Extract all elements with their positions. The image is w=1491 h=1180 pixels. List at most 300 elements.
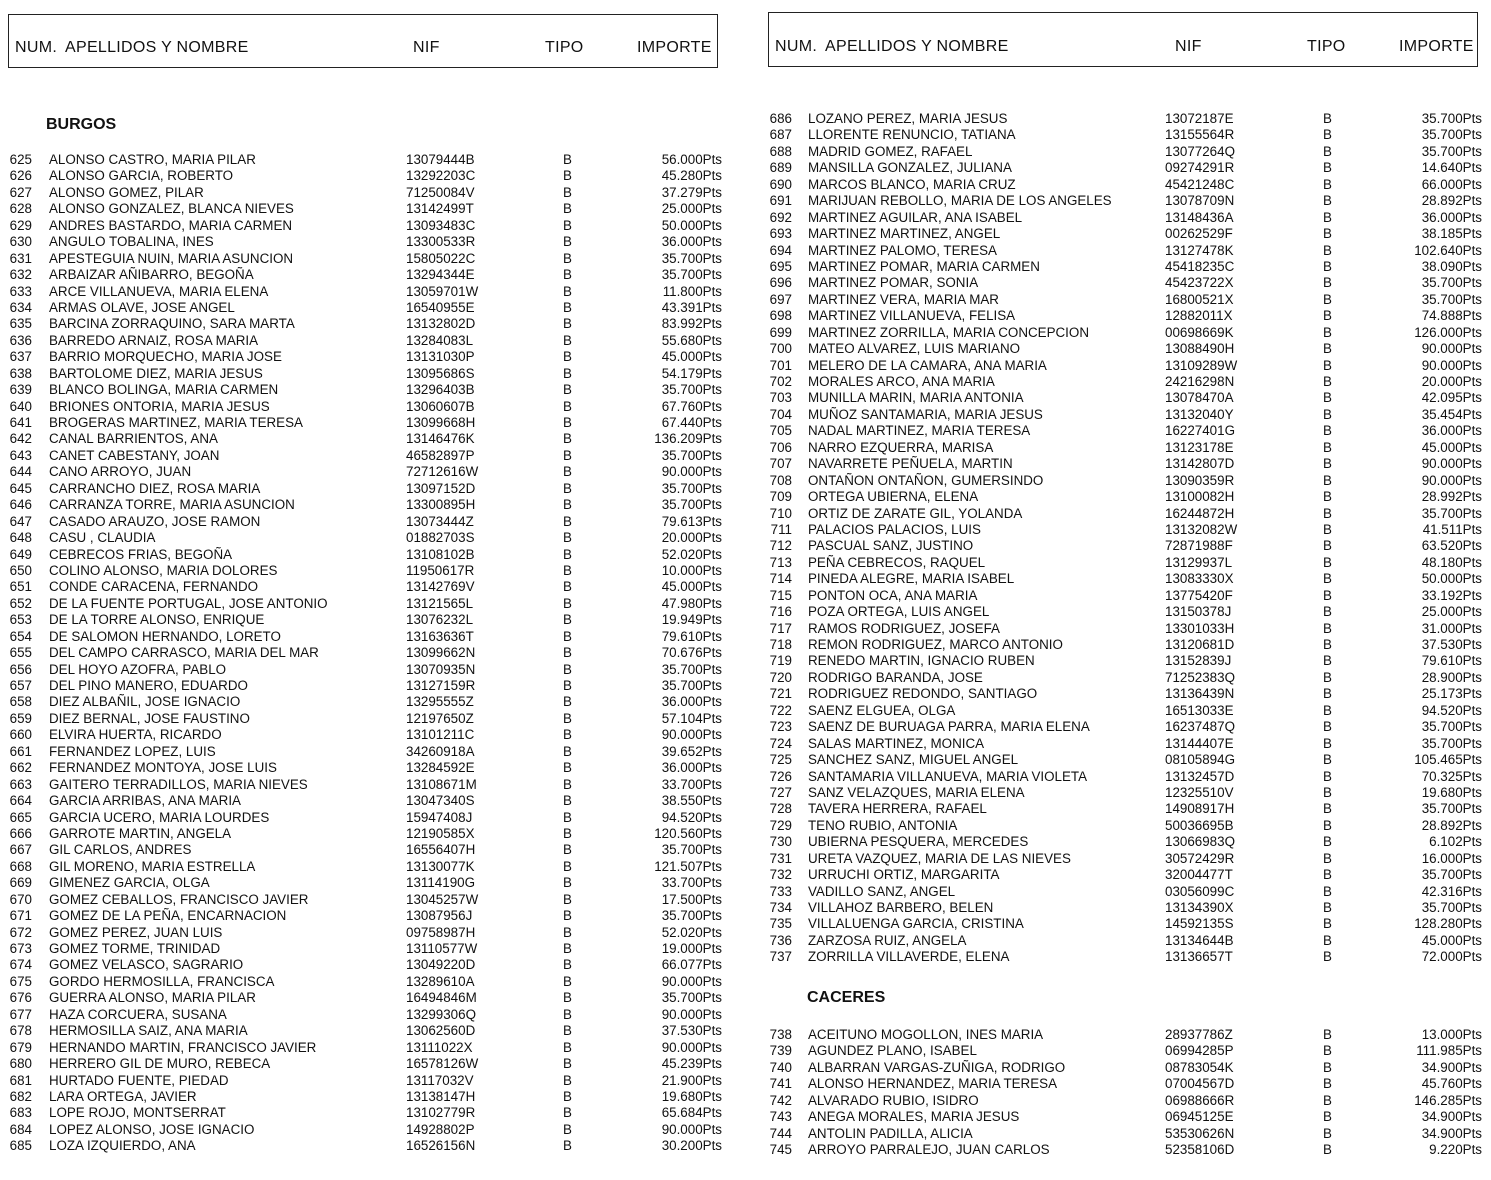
row-importe: 35.700Pts: [1421, 505, 1482, 521]
row-name: ARROYO PARRALEJO, JUAN CARLOS: [808, 1142, 1050, 1158]
row-num: 723: [769, 719, 792, 735]
row-importe: 37.530Pts: [1421, 637, 1482, 652]
row-nif: 13146476K: [406, 431, 475, 447]
row-importe: 90.000Pts: [1421, 357, 1482, 373]
row-nif: 13095686S: [406, 365, 475, 381]
row-tipo: B: [1323, 226, 1332, 242]
row-nif: 13060607B: [406, 398, 475, 414]
row-importe: 21.900Pts: [661, 1072, 722, 1088]
row-name: RAMOS RODRIGUEZ, JOSEFA: [808, 620, 1000, 636]
row-tipo: B: [1323, 390, 1332, 406]
row-nif: 13108671M: [406, 776, 477, 792]
row-importe: 126.000Pts: [1414, 324, 1482, 340]
row-nif: 06994285P: [1165, 1043, 1234, 1059]
row-tipo: B: [563, 661, 572, 677]
left-column-header: [8, 14, 718, 68]
row-nif: 13300895H: [406, 497, 476, 513]
row-nif: 13066983Q: [1165, 834, 1235, 850]
row-importe: 25.000Pts: [1421, 604, 1482, 620]
row-nif: 13120681D: [1165, 637, 1235, 652]
row-tipo: B: [1323, 949, 1332, 965]
row-name: GIL MORENO, MARIA ESTRELLA: [49, 858, 256, 874]
row-importe: 33.700Pts: [661, 875, 722, 891]
row-tipo: B: [563, 990, 572, 1006]
row-tipo: B: [563, 1105, 572, 1121]
row-nif: 45423722X: [1165, 275, 1234, 291]
row-nif: 13294344E: [406, 267, 475, 283]
row-num: 734: [769, 900, 792, 915]
row-tipo: B: [1323, 1125, 1332, 1141]
row-nif: 13144407E: [1165, 735, 1234, 751]
row-name: SANZ VELAZQUES, MARIA ELENA: [808, 784, 1025, 800]
row-importe: 48.180Pts: [1421, 554, 1482, 570]
row-tipo: B: [563, 332, 572, 348]
row-importe: 35.700Pts: [1421, 867, 1482, 883]
row-num: 676: [9, 990, 32, 1006]
row-nif: 13114190G: [406, 875, 475, 891]
row-importe: 35.700Pts: [1421, 801, 1482, 817]
row-tipo: B: [563, 480, 572, 496]
row-tipo: B: [1323, 111, 1332, 126]
row-name: COLINO ALONSO, MARIA DOLORES: [49, 562, 278, 578]
row-nif: 13110577W: [406, 941, 478, 956]
row-name: LOPEZ ALONSO, JOSE IGNACIO: [49, 1121, 255, 1137]
row-tipo: B: [1323, 817, 1332, 833]
row-name: ORTIZ DE ZARATE GIL, YOLANDA: [808, 505, 1023, 521]
row-num: 647: [9, 513, 32, 529]
row-tipo: B: [563, 562, 572, 578]
row-nif: 13132040Y: [1165, 406, 1234, 422]
row-name: RENEDO MARTIN, IGNACIO RUBEN: [808, 653, 1035, 669]
row-num: 679: [9, 1039, 32, 1055]
row-num: 682: [9, 1088, 32, 1104]
row-num: 668: [9, 858, 32, 874]
row-name: CEBRECOS FRIAS, BEGOÑA: [49, 546, 233, 562]
row-num: 714: [769, 571, 792, 587]
row-nif: 13300533R: [406, 234, 476, 250]
row-num: 634: [9, 299, 32, 315]
row-nif: 13132082W: [1165, 521, 1238, 537]
row-nif: 13101211C: [406, 727, 475, 743]
row-name: SANCHEZ SANZ, MIGUEL ANGEL: [808, 752, 1019, 768]
row-tipo: B: [1323, 669, 1332, 685]
row-tipo: B: [1323, 653, 1332, 669]
row-num: 701: [769, 357, 792, 373]
row-nif: 13109289W: [1165, 357, 1238, 373]
row-num: 638: [9, 365, 32, 381]
row-importe: 35.700Pts: [1421, 291, 1482, 307]
row-tipo: B: [1323, 1059, 1332, 1075]
row-nif: 08783054K: [1165, 1059, 1234, 1075]
row-tipo: B: [563, 349, 572, 365]
row-num: 717: [769, 620, 792, 636]
row-num: 654: [9, 628, 32, 644]
row-num: 712: [769, 538, 792, 554]
row-name: ACEITUNO MOGOLLON, INES MARIA: [808, 1027, 1044, 1042]
row-importe: 37.279Pts: [661, 184, 722, 200]
row-importe: 136.209Pts: [654, 431, 722, 447]
row-num: 665: [9, 809, 32, 825]
row-nif: 13129937L: [1165, 554, 1233, 570]
row-importe: 74.888Pts: [1421, 308, 1482, 324]
row-name: LARA ORTEGA, JAVIER: [49, 1088, 197, 1104]
row-importe: 65.684Pts: [661, 1105, 722, 1121]
row-name: NAVARRETE PEÑUELA, MARTIN: [808, 456, 1013, 472]
row-tipo: B: [1323, 308, 1332, 324]
row-tipo: B: [1323, 850, 1332, 866]
row-nif: 12197650Z: [406, 710, 474, 726]
row-importe: 35.700Pts: [661, 497, 722, 513]
row-tipo: B: [563, 267, 572, 283]
row-tipo: B: [563, 1039, 572, 1055]
row-name: VADILLO SANZ, ANGEL: [808, 883, 956, 899]
row-name: MARIJUAN REBOLLO, MARIA DE LOS ANGELES: [808, 193, 1112, 209]
row-importe: 36.000Pts: [661, 694, 722, 710]
row-num: 694: [769, 242, 792, 258]
row-importe: 52.020Pts: [661, 546, 722, 562]
row-name: ALONSO CASTRO, MARIA PILAR: [49, 152, 256, 167]
row-tipo: B: [563, 415, 572, 430]
row-nif: 13059701W: [406, 283, 479, 299]
row-num: 656: [9, 661, 32, 677]
row-nif: 13130077K: [406, 858, 475, 874]
row-tipo: B: [1323, 784, 1332, 800]
row-name: CARRANZA TORRE, MARIA ASUNCION: [49, 497, 295, 513]
row-nif: 13296403B: [406, 382, 475, 398]
row-name: MARTINEZ ZORRILLA, MARIA CONCEPCION: [808, 324, 1089, 340]
row-nif: 28937786Z: [1165, 1027, 1233, 1042]
row-name: DE LA TORRE ALONSO, ENRIQUE: [49, 612, 265, 628]
row-importe: 45.760Pts: [1421, 1076, 1482, 1092]
row-name: RODRIGUEZ REDONDO, SANTIAGO: [808, 686, 1038, 702]
row-num: 633: [9, 283, 32, 299]
row-num: 659: [9, 710, 32, 726]
row-num: 662: [9, 760, 32, 776]
row-importe: 36.000Pts: [661, 234, 722, 250]
row-tipo: B: [563, 201, 572, 217]
row-name: ALONSO HERNANDEZ, MARIA TERESA: [808, 1076, 1058, 1092]
row-nif: 11950617R: [406, 562, 475, 578]
row-tipo: B: [563, 628, 572, 644]
row-tipo: B: [1323, 439, 1332, 455]
row-nif: 13088490H: [1165, 341, 1235, 357]
row-nif: 13102779R: [406, 1105, 476, 1121]
row-name: ARCE VILLANUEVA, MARIA ELENA: [49, 283, 269, 299]
row-tipo: B: [1323, 324, 1332, 340]
row-name: ARMAS OLAVE, JOSE ANGEL: [49, 299, 235, 315]
row-num: 727: [769, 784, 792, 800]
row-importe: 30.200Pts: [661, 1138, 722, 1154]
row-nif: 13047340S: [406, 793, 475, 809]
row-importe: 19.949Pts: [661, 612, 722, 628]
row-name: LLORENTE RENUNCIO, TATIANA: [808, 127, 1016, 143]
row-tipo: B: [1323, 834, 1332, 850]
row-name: HERNANDO MARTIN, FRANCISCO JAVIER: [49, 1039, 317, 1055]
row-num: 713: [769, 554, 792, 570]
row-nif: 16800521X: [1165, 291, 1234, 307]
row-name: GOMEZ DE LA PEÑA, ENCARNACION: [49, 908, 287, 924]
row-num: 655: [9, 645, 32, 661]
row-importe: 35.700Pts: [1421, 735, 1482, 751]
row-tipo: B: [563, 431, 572, 447]
row-num: 657: [9, 678, 32, 693]
row-name: BARTOLOME DIEZ, MARIA JESUS: [49, 365, 263, 381]
row-importe: 38.185Pts: [1421, 226, 1482, 242]
row-tipo: B: [1323, 176, 1332, 192]
row-importe: 35.700Pts: [1421, 111, 1482, 126]
row-name: MELERO DE LA CAMARA, ANA MARIA: [808, 357, 1047, 373]
row-tipo: B: [1323, 341, 1332, 357]
row-nif: 52358106D: [1165, 1142, 1235, 1158]
row-name: SALAS MARTINEZ, MONICA: [808, 735, 985, 751]
row-name: MARTINEZ POMAR, SONIA: [808, 275, 979, 291]
row-name: MORALES ARCO, ANA MARIA: [808, 374, 995, 389]
row-name: CONDE CARACENA, FERNANDO: [49, 579, 259, 595]
row-tipo: B: [1323, 521, 1332, 537]
row-num: 739: [769, 1043, 792, 1059]
row-name: MATEO ALVAREZ, LUIS MARIANO: [808, 341, 1021, 357]
row-num: 729: [769, 817, 792, 833]
row-tipo: B: [1323, 1142, 1332, 1158]
header-tipo: TIPO: [1307, 38, 1346, 55]
row-name: ELVIRA HUERTA, RICARDO: [49, 727, 222, 743]
row-importe: 90.000Pts: [1421, 456, 1482, 472]
row-num: 652: [9, 595, 32, 611]
row-nif: 13284592E: [406, 760, 475, 776]
row-tipo: B: [563, 316, 572, 332]
row-num: 675: [9, 973, 32, 989]
row-nif: 14908917H: [1165, 801, 1235, 817]
row-num: 625: [9, 152, 32, 167]
row-importe: 79.610Pts: [1421, 653, 1482, 669]
row-name: MARCOS BLANCO, MARIA CRUZ: [808, 176, 1016, 192]
header-tipo: TIPO: [545, 39, 584, 56]
row-importe: 66.077Pts: [661, 957, 722, 973]
row-tipo: B: [1323, 1076, 1332, 1092]
row-nif: 13111022X: [406, 1039, 473, 1055]
row-name: VILLALUENGA GARCIA, CRISTINA: [808, 916, 1024, 932]
row-nif: 13117032V: [406, 1072, 474, 1088]
row-num: 737: [769, 949, 792, 965]
row-tipo: B: [563, 645, 572, 661]
row-nif: 13289610A: [406, 973, 475, 989]
row-nif: 13295555Z: [406, 694, 474, 710]
row-importe: 35.700Pts: [1421, 275, 1482, 291]
row-name: GAITERO TERRADILLOS, MARIA NIEVES: [49, 776, 308, 792]
row-importe: 35.700Pts: [661, 842, 722, 858]
row-name: LOPE ROJO, MONTSERRAT: [49, 1105, 226, 1121]
row-num: 664: [9, 793, 32, 809]
row-tipo: B: [563, 727, 572, 743]
row-importe: 14.640Pts: [1421, 160, 1482, 176]
row-num: 669: [9, 875, 32, 891]
row-name: ZORRILLA VILLAVERDE, ELENA: [808, 949, 1010, 965]
row-num: 674: [9, 957, 32, 973]
row-tipo: B: [1323, 637, 1332, 652]
row-num: 687: [769, 127, 792, 143]
row-num: 683: [9, 1105, 32, 1121]
row-nif: 13073444Z: [406, 513, 474, 529]
header-name: APELLIDOS Y NOMBRE: [825, 38, 1009, 55]
row-nif: 13083330X: [1165, 571, 1234, 587]
row-name: LOZA IZQUIERDO, ANA: [49, 1138, 196, 1154]
row-importe: 33.700Pts: [661, 776, 722, 792]
row-name: PASCUAL SANZ, JUSTINO: [808, 538, 974, 554]
row-tipo: B: [1323, 423, 1332, 439]
row-importe: 20.000Pts: [661, 530, 722, 546]
row-tipo: B: [563, 530, 572, 546]
row-tipo: B: [563, 858, 572, 874]
row-importe: 57.104Pts: [661, 710, 722, 726]
row-importe: 90.000Pts: [1421, 341, 1482, 357]
row-name: ANDRES BASTARDO, MARIA CARMEN: [49, 217, 293, 233]
row-importe: 120.560Pts: [654, 825, 722, 841]
row-nif: 13093483C: [406, 217, 476, 233]
row-num: 735: [769, 916, 792, 932]
row-nif: 72712616W: [406, 464, 479, 480]
row-importe: 52.020Pts: [661, 924, 722, 940]
row-name: HERMOSILLA SAIZ, ANA MARIA: [49, 1023, 248, 1039]
row-nif: 13148436A: [1165, 209, 1234, 225]
row-name: HURTADO FUENTE, PIEDAD: [49, 1072, 229, 1088]
row-name: URRUCHI ORTIZ, MARGARITA: [808, 867, 1000, 883]
row-importe: 35.700Pts: [661, 678, 722, 693]
row-importe: 90.000Pts: [661, 1039, 722, 1055]
row-tipo: B: [1323, 489, 1332, 505]
row-num: 628: [9, 201, 32, 217]
row-num: 637: [9, 349, 32, 365]
row-tipo: B: [563, 1023, 572, 1039]
row-nif: 32004477T: [1165, 867, 1233, 883]
row-tipo: B: [563, 250, 572, 266]
row-num: 740: [769, 1059, 792, 1075]
row-importe: 33.192Pts: [1421, 587, 1482, 603]
row-tipo: B: [1323, 916, 1332, 932]
row-name: DEL HOYO AZOFRA, PABLO: [49, 661, 227, 677]
row-name: DEL PINO MANERO, EDUARDO: [49, 678, 248, 693]
row-tipo: B: [1323, 456, 1332, 472]
row-tipo: B: [1323, 472, 1332, 488]
row-name: ANGULO TOBALINA, INES: [49, 234, 214, 250]
row-nif: 13078470A: [1165, 390, 1234, 406]
row-num: 744: [769, 1125, 792, 1141]
row-num: 696: [769, 275, 792, 291]
row-num: 692: [769, 209, 792, 225]
row-nif: 16494846M: [406, 990, 477, 1006]
row-tipo: B: [1323, 160, 1332, 176]
row-nif: 13123178E: [1165, 439, 1234, 455]
row-nif: 16540955E: [406, 299, 475, 315]
row-num: 658: [9, 694, 32, 710]
row-num: 639: [9, 382, 32, 398]
row-importe: 90.000Pts: [661, 464, 722, 480]
row-num: 702: [769, 374, 792, 389]
row-num: 716: [769, 604, 792, 620]
row-tipo: B: [563, 595, 572, 611]
row-tipo: B: [1323, 686, 1332, 702]
row-tipo: B: [563, 546, 572, 562]
row-name: DIEZ BERNAL, JOSE FAUSTINO: [49, 710, 250, 726]
row-name: GOMEZ VELASCO, SAGRARIO: [49, 957, 244, 973]
row-name: MANSILLA GONZALEZ, JULIANA: [808, 160, 1012, 176]
section-title-caceres: CACERES: [807, 989, 886, 1006]
header-importe: IMPORTE: [637, 39, 712, 56]
row-num: 632: [9, 267, 32, 283]
row-tipo: B: [1323, 143, 1332, 159]
right-column-header: [768, 12, 1478, 67]
row-name: PONTON OCA, ANA MARIA: [808, 587, 978, 603]
row-nif: 13163636T: [406, 628, 474, 644]
row-tipo: B: [1323, 801, 1332, 817]
row-tipo: B: [1323, 932, 1332, 948]
row-tipo: B: [563, 678, 572, 693]
row-importe: 35.700Pts: [1421, 143, 1482, 159]
row-name: UBIERNA PESQUERA, MERCEDES: [808, 834, 1029, 850]
row-name: ALBARRAN VARGAS-ZUÑIGA, RODRIGO: [808, 1059, 1066, 1075]
row-name: ALONSO GONZALEZ, BLANCA NIEVES: [49, 201, 294, 217]
row-tipo: B: [563, 365, 572, 381]
row-name: AGUNDEZ PLANO, ISABEL: [808, 1043, 977, 1059]
row-name: GARCIA UCERO, MARIA LOURDES: [49, 809, 270, 825]
row-num: 711: [770, 521, 792, 537]
row-name: HAZA CORCUERA, SUSANA: [49, 1006, 227, 1022]
row-tipo: B: [1323, 1043, 1332, 1059]
row-num: 642: [9, 431, 32, 447]
row-tipo: B: [1323, 1109, 1332, 1125]
row-nif: 13132457D: [1165, 768, 1235, 784]
row-num: 691: [769, 193, 792, 209]
row-num: 651: [9, 579, 32, 595]
row-nif: 13292203C: [406, 168, 476, 184]
row-nif: 13121565L: [406, 595, 474, 611]
row-tipo: B: [1323, 571, 1332, 587]
row-nif: 03056099C: [1165, 883, 1235, 899]
row-name: POZA ORTEGA, LUIS ANGEL: [808, 604, 990, 620]
row-importe: 28.892Pts: [1421, 817, 1482, 833]
row-nif: 13138147H: [406, 1088, 476, 1104]
row-importe: 83.992Pts: [661, 316, 722, 332]
header-nif: NIF: [1175, 38, 1202, 55]
row-tipo: B: [1323, 752, 1332, 768]
row-nif: 24216298N: [1165, 374, 1235, 389]
row-nif: 13099668H: [406, 415, 476, 430]
row-num: 636: [9, 332, 32, 348]
header-num: NUM.: [775, 38, 818, 55]
row-tipo: B: [1323, 258, 1332, 274]
row-tipo: B: [563, 809, 572, 825]
row-tipo: B: [1323, 620, 1332, 636]
row-num: 646: [9, 497, 32, 513]
row-tipo: B: [563, 184, 572, 200]
row-nif: 13142499T: [406, 201, 474, 217]
row-importe: 128.280Pts: [1414, 916, 1482, 932]
row-num: 706: [769, 439, 792, 455]
row-nif: 53530626N: [1165, 1125, 1235, 1141]
row-nif: 09274291R: [1165, 160, 1235, 176]
row-name: MUNILLA MARIN, MARIA ANTONIA: [808, 390, 1024, 406]
row-nif: 13134390X: [1165, 900, 1234, 915]
row-importe: 35.700Pts: [661, 382, 722, 398]
row-num: 726: [769, 768, 792, 784]
row-name: MARTINEZ POMAR, MARIA CARMEN: [808, 258, 1040, 274]
row-nif: 00262529F: [1165, 226, 1233, 242]
row-importe: 35.700Pts: [661, 447, 722, 463]
header-importe: IMPORTE: [1399, 38, 1474, 55]
row-importe: 45.239Pts: [661, 1056, 722, 1072]
row-num: 731: [769, 850, 792, 866]
row-num: 648: [9, 530, 32, 546]
row-tipo: B: [1323, 209, 1332, 225]
